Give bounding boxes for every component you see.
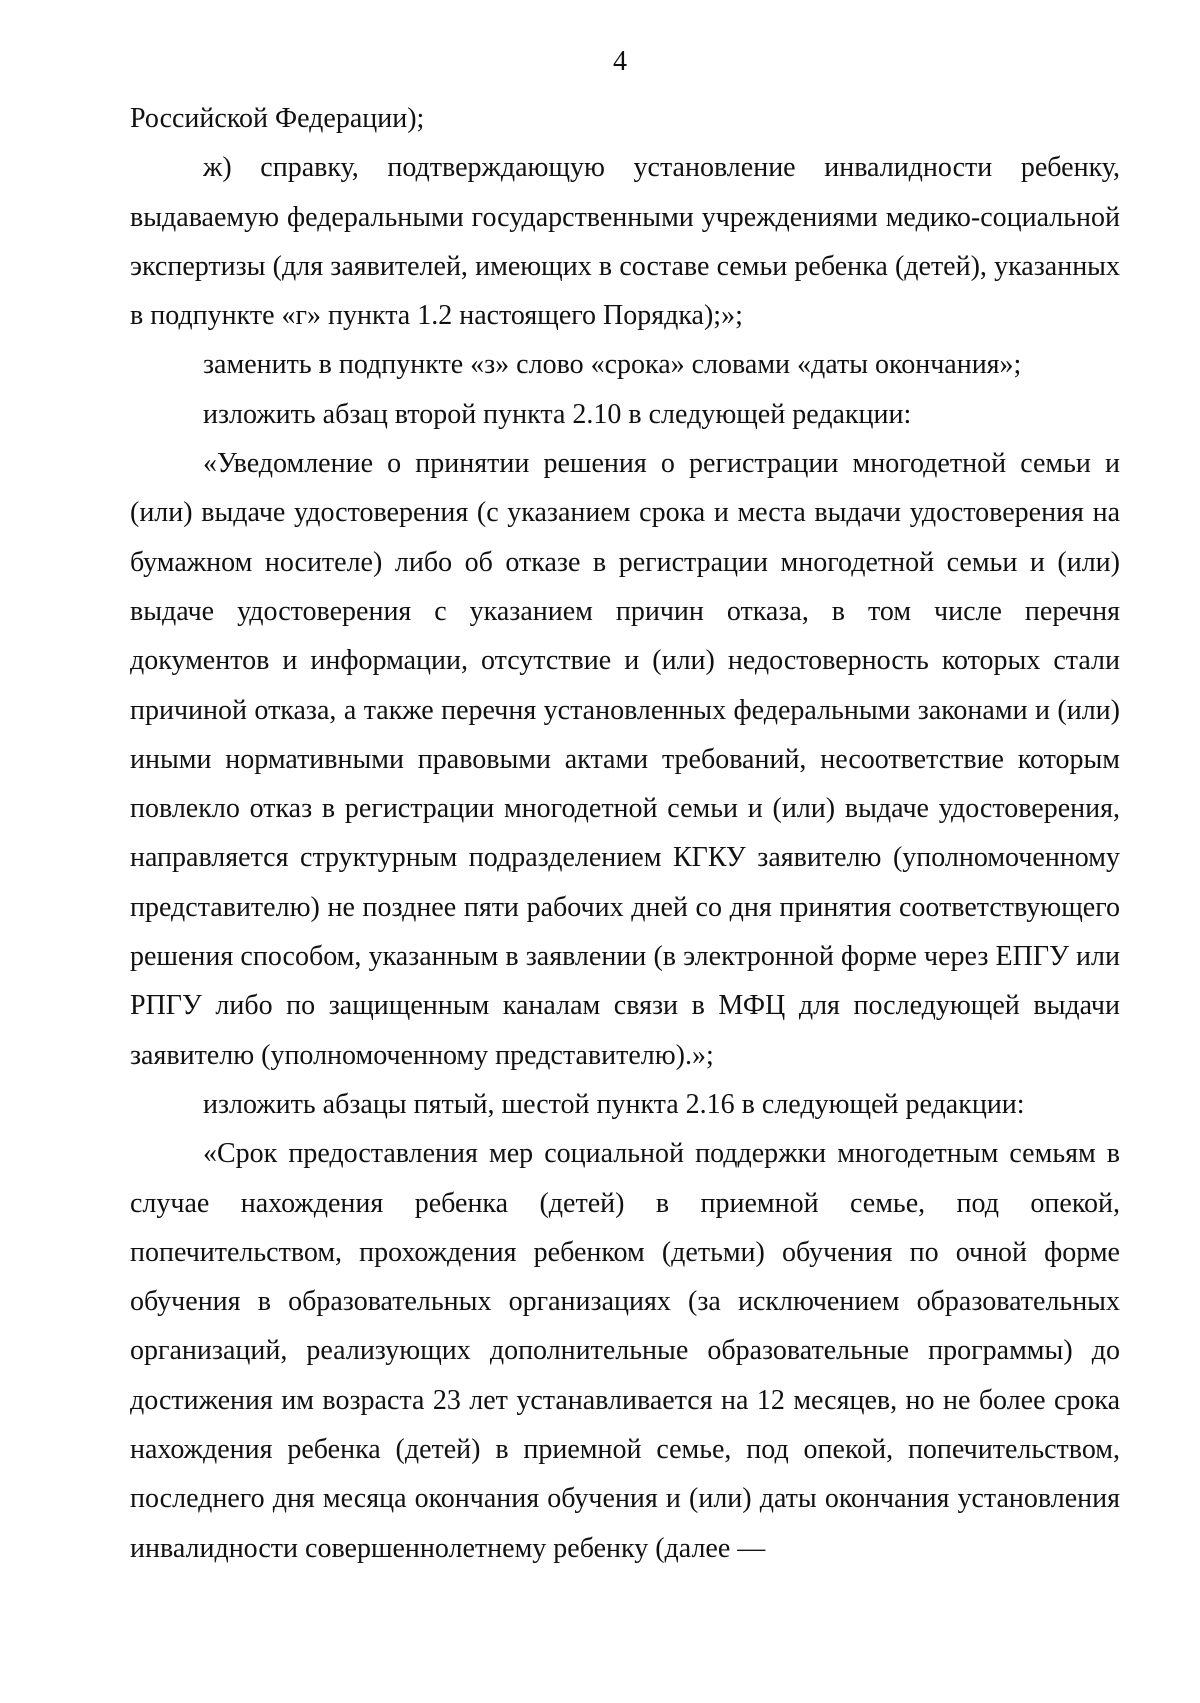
paragraph-amend-2-10-intro: изложить абзац второй пункта 2.10 в следующей редакции: [203, 398, 912, 430]
page-number: 4 [613, 46, 627, 77]
paragraph-replace-subitem-z: заменить в подпункте «з» слово «срока» словами «даты окончания»; [203, 349, 1022, 381]
document-body [130, 94, 1120, 1573]
paragraph-item-zh: ж) справку, подтверждающую установление инвалидности ребенку, выдаваемую федеральными государственными учреждениями медико-социальной экспертизы (для заявителей, имеющих в составе семьи ребенка (детей), указанных в подпункте «г» пункта 1.2 настоящего Порядка);»; [130, 152, 1120, 332]
paragraph-amend-2-10-text: «Уведомление о принятии решения о регистрации многодетной семьи и (или) выдаче удостоверения (с указанием срока и места выдачи удостоверения на бумажном носителе) либо об отказе в регистрации многодетной семьи и (или) выдаче удостоверения с указанием причин отказа, в том числе перечня документов и информации, отсутствие и (или) недостоверность которых стали причиной отказа, а также перечня установленных федеральными законами и (или) иными нормативными правовыми актами требований, несоответствие которым повлекло отказ в регистрации многодетной семьи и (или) выдаче удостоверения, направляется структурным подразделением КГКУ заявителю (уполномоченному представителю) не позднее пяти рабочих дней со дня принятия соответствующего решения способом, указанным в заявлении (в электронной форме через ЕПГУ или РПГУ либо по защищенным каналам связи в МФЦ для последующей выдачи заявителю (уполномоченному представителю).»; [130, 448, 1120, 1071]
paragraph-amend-2-16-text: «Срок предоставления мер социальной поддержки многодетным семьям в случае нахождения ребенка (детей) в приемной семье, под опекой, попечительством, прохождения ребенком (детьми) обучения по очной форме обучения в образовательных организациях (за исключением образовательных организаций, реализующих дополнительные образовательные программы) до достижения им возраста 23 лет устанавливается на 12 месяцев, но не более срока нахождения ребенка (детей) в приемной семье, под опекой, попечительством, последнего дня месяца окончания обучения и (или) даты окончания установления инвалидности совершеннолетнему ребенку (далее — [130, 1138, 1120, 1564]
paragraph-continuation: Российской Федерации); [130, 103, 425, 134]
paragraph-amend-2-16-intro: изложить абзацы пятый, шестой пункта 2.16 в следующей редакции: [203, 1088, 1025, 1120]
